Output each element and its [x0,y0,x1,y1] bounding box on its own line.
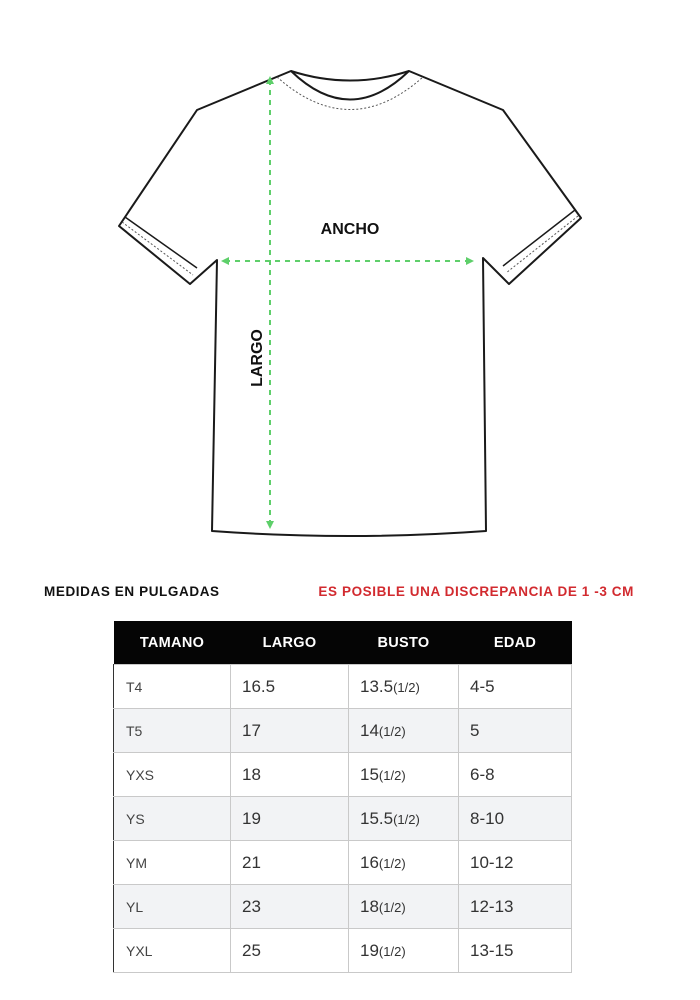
units-note: MEDIDAS EN PULGADAS [44,584,220,599]
cell-bust [349,885,459,929]
cell-length: 18 [231,753,349,797]
width-label: ANCHO [320,221,380,238]
cell-size: YM [114,841,231,885]
cell-length: 16.5 [231,665,349,709]
cell-size: YXL [114,929,231,973]
cell-bust [349,709,459,753]
bust-fraction: (1/2) [378,723,406,739]
table-row [114,709,572,753]
size-chart-table [113,621,572,973]
cell-age: 13-15 [459,929,572,973]
cell-length: 25 [231,929,349,973]
cell-size: YS [114,797,231,841]
bust-value: 18 [360,896,379,916]
header-age: EDAD [459,621,572,665]
bust-value: 15.5 [360,808,394,828]
bust-fraction: (1/2) [393,679,420,695]
header-size: TAMANO [114,621,231,665]
bust-fraction: (1/2) [378,767,406,783]
table-row [114,885,572,929]
cell-length: 23 [231,885,349,929]
cell-bust [349,841,459,885]
cell-bust [349,753,459,797]
bust-value: 15 [360,764,379,784]
bust-fraction: (1/2) [378,855,406,871]
bust-fraction: (1/2) [378,899,406,915]
cell-age: 5 [459,709,572,753]
cell-size: YXS [114,753,231,797]
header-length: LARGO [231,621,349,665]
header-bust: BUSTO [349,621,459,665]
cell-length: 21 [231,841,349,885]
cell-age: 8-10 [459,797,572,841]
length-label: LARGO [249,329,266,387]
cell-bust [349,665,459,709]
cell-age: 6-8 [459,753,572,797]
bust-value: 16 [360,852,379,872]
table-header-row [114,621,572,665]
cell-bust [349,797,459,841]
bust-fraction: (1/2) [378,943,406,959]
cell-age: 10-12 [459,841,572,885]
cell-bust [349,929,459,973]
bust-fraction: (1/2) [393,811,420,827]
bust-value: 13.5 [360,676,394,696]
cell-length: 19 [231,797,349,841]
table-row [114,797,572,841]
table-row [114,753,572,797]
bust-value: 14 [360,720,379,740]
cell-age: 12-13 [459,885,572,929]
tshirt-outline [119,71,581,536]
table-row [114,929,572,973]
cell-size: T4 [114,665,231,709]
cell-length: 17 [231,709,349,753]
bust-value: 19 [360,940,379,960]
cell-age: 4-5 [459,665,572,709]
cell-size: T5 [114,709,231,753]
table-row [114,665,572,709]
table-row [114,841,572,885]
cell-size: YL [114,885,231,929]
discrepancy-note: ES POSIBLE UNA DISCREPANCIA DE 1 -3 CM [318,584,634,599]
